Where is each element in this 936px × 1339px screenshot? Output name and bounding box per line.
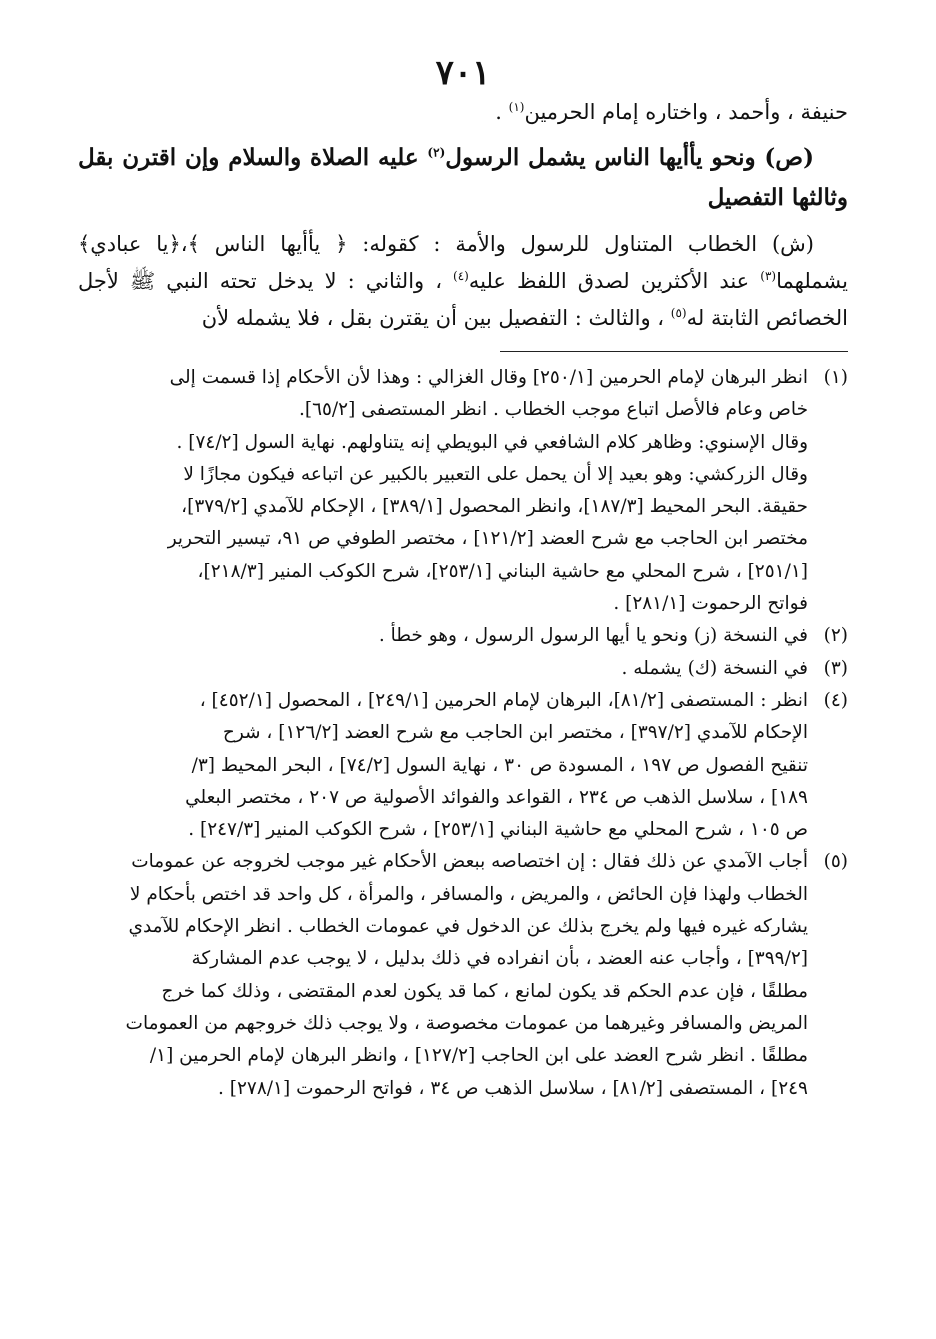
footnote-line: مختصر ابن الحاجب مع شرح العضد [١٢١/٢] ، مختصر الطوفي ص ٩١، تيسير التحرير (167, 528, 808, 550)
footnote-5 (78, 846, 848, 1104)
footnote-line: في النسخة (ك) يشمله . (621, 657, 808, 679)
footnote-ref-4: (٤) (453, 269, 469, 283)
footnote-3 (78, 653, 848, 685)
footnote-line: [٢٥١/١] ، شرح المحلي مع حاشية البناني [٢٥٣/١]، شرح الكوكب المنير [٢١٨/٣]، (197, 560, 808, 582)
footnote-ref-2: (٢) (427, 145, 446, 160)
matn-paragraph (78, 138, 848, 218)
intro-paragraph: حنيفة ، وأحمد ، واختاره إمام الحرمين$^{(١)}$ . (495, 100, 848, 124)
footnote-line: وقال الزركشي: وهو بعيد إلا أن يحمل على التعبير بالكبير عن اتباعه فيكون مجازًا لا (183, 463, 808, 485)
sharh-text-2: عند الأكثرين لصدق اللفظ عليه (468, 269, 750, 293)
page (78, 52, 848, 1105)
footnote-line: انظر : المستصفى [٨١/٢]، البرهان لإمام الحرمين [٢٤٩/١] ، المحصول [٤٥٢/١] ، (199, 689, 808, 711)
footnotes (78, 362, 848, 1105)
footnote-number: (٥) (823, 851, 848, 873)
footnote-ref-5: (٥) (670, 306, 687, 320)
footnote-number: (٤) (823, 689, 848, 711)
footnote-line: حقيقة. البحر المحيط [١٨٧/٣]، وانظر المحصول [٣٨٩/١] ، الإحكام للآمدي [٣٧٩/٢]، (181, 496, 808, 518)
page-number: ٧٠١ (435, 53, 491, 93)
footnote-number: (١) (823, 367, 848, 388)
footnote-separator (500, 351, 848, 352)
sharh-text-1: (ش) الخطاب المتناول للرسول والأمة : كقوله: ﴿ يأأيها الناس ﴾،﴿يا عبادي﴾ يشملهما (78, 232, 848, 293)
footnote-4 (78, 685, 848, 846)
sharh-text-4: ، والثالث : التفصيل بين أن يقترن بقل ، فلا يشمله لأن (201, 306, 665, 330)
footnote-number: (٢) (823, 625, 848, 647)
matn-text-1: (ص) ونحو يأأيها الناس يشمل الرسول (445, 144, 814, 171)
footnote-line: تنقيح الفصول ص ١٩٧ ، المسودة ص ٣٠ ، نهاية السول [٧٤/٢] ، البحر المحيط [٣/ (191, 754, 808, 776)
footnote-2 (78, 620, 848, 652)
matn-text-2: عليه الصلاة والسلام وإن اقترن بقل وثالثها التفصيل (78, 144, 848, 211)
footnote-line: انظر البرهان لإمام الحرمين [٢٥٠/١] وقال الغزالي : وهذا لأن الأحكام إذا قسمت إلى (169, 367, 808, 388)
footnote-line: مطلقًا ، فإن عدم الحكم قد يكون لمانع ، كما قد يكون لعدم المقتضى ، وذلك كما خرج (161, 980, 808, 1002)
footnote-line: خاص وعام فالأصل اتباع موجب الخطاب . انظر المستصفى [٦٥/٢]. (298, 399, 808, 421)
footnote-line: الخطاب ولهذا فإن الحائض ، والمريض ، والمسافر ، والمرأة ، كل واحد قد اختص بأحكام لا (129, 883, 808, 905)
sharh-paragraph (78, 226, 848, 337)
footnote-line: ٢٤٩] ، المستصفى [٨١/٢] ، سلاسل الذهب ص ٣٤ ، فواتح الرحموت [٢٧٨/١] . (218, 1077, 808, 1099)
footnote-line: ص ١٠٥ ، شرح المحلي مع حاشية البناني [٢٥٣/١] ، شرح الكوكب المنير [٢٤٧/٣] . (188, 819, 808, 841)
footnote-line: في النسخة (ز) ونحو يا أيها الرسول الرسول ، وهو خطأ . (378, 625, 808, 647)
footnote-line: ١٨٩] ، سلاسل الذهب ص ٢٣٤ ، القواعد والفوائد الأصولية ص ٢٠٧ ، مختصر البعلي (185, 786, 808, 808)
footnote-ref-3: (٣) (760, 269, 777, 283)
footnote-line: الإحكام للآمدي [٣٩٧/٢] ، مختصر ابن الحاجب مع شرح العضد [١٢٦/٢] ، شرح (222, 722, 808, 744)
footnote-number: (٣) (823, 657, 848, 679)
footnote-line: [٣٩٩/٢] ، وأجاب عنه العضد ، بأن انفراده في ذلك بدليل ، لا يوجب عدم المشاركة (191, 948, 808, 970)
footnote-line: أجاب الآمدي عن ذلك فقال : إن اختصاصه ببعض الأحكام غير موجب لخروجه عن عمومات (131, 851, 808, 873)
footnote-line: يشاركه غيره فيها ولم يخرج بذلك عن الدخول في عمومات الخطاب . انظر الإحكام للآمدي (128, 916, 808, 938)
footnote-1-continuation (78, 427, 848, 621)
footnote-line: مطلقًا . انظر شرح العضد على ابن الحاجب [١٢٧/٢] ، وانظر البرهان لإمام الحرمين [١/ (149, 1045, 808, 1067)
sharh-text-3: ، والثاني : لا يدخل تحته النبي ﷺ لأجل الخصائص الثابتة له (78, 269, 848, 330)
footnote-line: فواتح الرحموت [٢٨١/١] . (613, 593, 808, 615)
intro-text: حنيفة ، وأحمد ، واختاره إمام الحرمين (524, 100, 848, 124)
footnote-ref-1: (١) (508, 100, 525, 114)
footnote-line: وقال الإسنوي: وظاهر كلام الشافعي في البويطي إنه يتناولهم. نهاية السول [٧٤/٢] . (176, 431, 808, 453)
footnote-line: المريض والمسافر وغيرهما من عمومات مخصوصة ، ولا يوجب ذلك خروجهم من العمومات (125, 1012, 808, 1034)
footnote-1 (78, 362, 848, 427)
